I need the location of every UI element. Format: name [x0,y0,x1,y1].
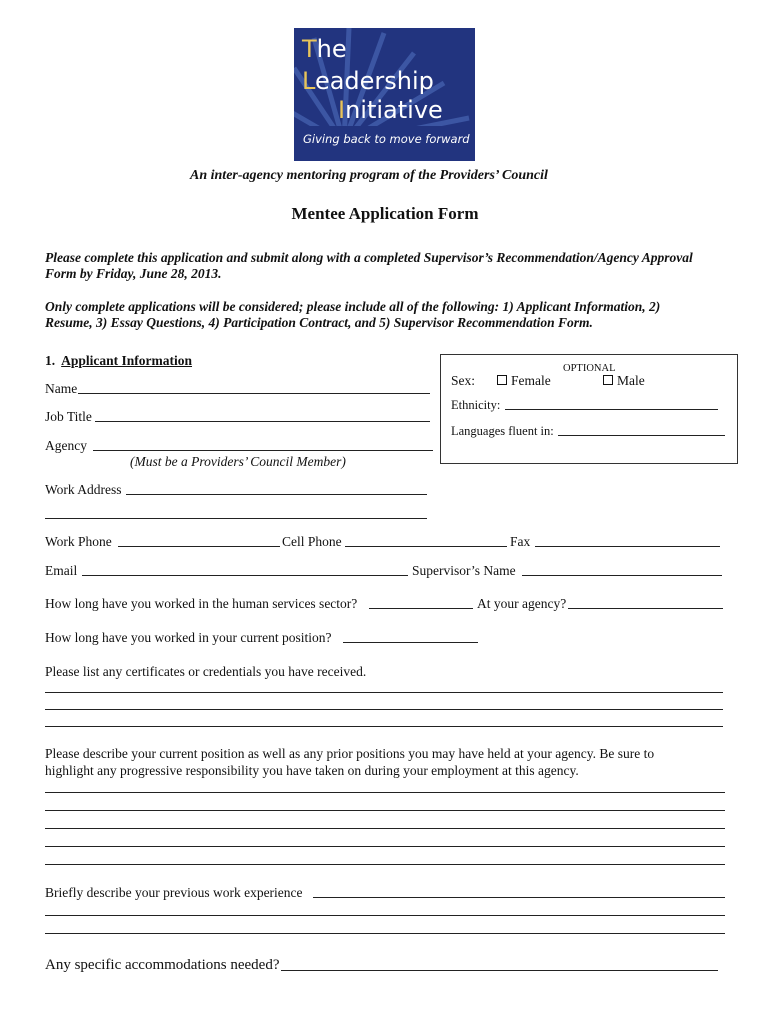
at-agency-field[interactable] [568,608,723,609]
logo-tagline: Giving back to move forward [303,132,470,146]
work-address-field-2[interactable] [45,518,427,519]
accommodations-label: Any specific accommodations needed? [45,957,280,973]
instructions-line-4: Resume, 3) Essay Questions, 4) Participation Contract, and 5) Supervisor Recommendation Form. [45,315,593,330]
experience-line-3[interactable] [45,933,725,934]
supervisor-name-field[interactable] [522,575,722,576]
logo-word-the: he [316,35,347,63]
email-field[interactable] [82,575,408,576]
describe-position-line-2: highlight any progressive responsibility you have taken on during your employment at this agency. [45,763,579,778]
work-phone-label: Work Phone [45,534,112,549]
describe-position-line-1: Please describe your current position as well as any prior positions you may have held at your agency. Be sure to [45,746,655,761]
agency-field[interactable] [93,450,433,451]
page-title: Mentee Application Form [291,204,479,223]
certificates-line-3[interactable] [45,726,723,727]
agency-note: (Must be a Providers’ Council Member) [130,454,346,469]
sex-label: Sex: [451,373,476,388]
human-services-field[interactable] [369,608,473,609]
female-checkbox[interactable] [497,375,507,385]
optional-heading: OPTIONAL [563,363,616,374]
ethnicity-label: Ethnicity: [451,398,501,412]
ethnicity-field[interactable] [505,409,718,410]
section-heading [45,353,192,369]
at-agency-label: At your agency? [477,596,567,611]
fax-label: Fax [510,534,531,549]
section-number: 1. [45,353,56,368]
describe-position-line-d[interactable] [45,846,725,847]
female-label: Female [511,373,551,388]
experience-line-2[interactable] [45,915,725,916]
work-phone-field[interactable] [118,546,280,547]
leadership-initiative-logo [294,28,475,161]
current-position-label: How long have you worked in your current position? [45,630,332,645]
agency-label: Agency [45,438,87,453]
accommodations-field[interactable] [281,970,718,971]
name-field[interactable] [78,393,430,394]
logo-initial-t: T [302,35,317,63]
fax-field[interactable] [535,546,720,547]
describe-position-line-e[interactable] [45,864,725,865]
supervisor-name-label: Supervisor’s Name [412,563,516,578]
logo-initial-i: I [338,96,346,124]
experience-line-1[interactable] [313,897,725,898]
cell-phone-field[interactable] [345,546,507,547]
human-services-label: How long have you worked in the human services sector? [45,596,358,611]
describe-position-line-c[interactable] [45,828,725,829]
subtitle: An inter-agency mentoring program of the Providers’ Council [190,168,548,183]
section-title: Applicant Information [61,353,193,368]
work-address-label: Work Address [45,482,122,497]
logo-initial-l: L [302,67,315,95]
languages-field[interactable] [558,435,725,436]
female-option[interactable] [497,373,551,389]
instructions-line-2: Form by Friday, June 28, 2013. [45,266,222,281]
male-label: Male [617,373,645,388]
certificates-line-1[interactable] [45,692,723,693]
optional-box [440,354,738,464]
job-title-label: Job Title [45,409,92,424]
work-address-field[interactable] [126,494,427,495]
describe-position-line-b[interactable] [45,810,725,811]
email-label: Email [45,563,78,578]
certificates-label: Please list any certificates or credentials you have received. [45,664,367,679]
male-option[interactable] [603,373,645,389]
job-title-field[interactable] [95,421,430,422]
logo-word-initiative: nitiative [345,96,443,124]
certificates-line-2[interactable] [45,709,723,710]
current-position-field[interactable] [343,642,478,643]
describe-position-line-a[interactable] [45,792,725,793]
male-checkbox[interactable] [603,375,613,385]
instructions-line-3: Only complete applications will be considered; please include all of the following: 1) Applicant Information, 2) [45,299,661,314]
experience-label: Briefly describe your previous work experience [45,885,303,900]
languages-label: Languages fluent in: [451,424,554,438]
name-label: Name [45,381,78,396]
cell-phone-label: Cell Phone [282,534,342,549]
instructions-line-1: Please complete this application and submit along with a completed Supervisor’s Recommendation/Agency Approval [45,250,693,265]
logo-word-leadership: eadership [314,67,434,95]
